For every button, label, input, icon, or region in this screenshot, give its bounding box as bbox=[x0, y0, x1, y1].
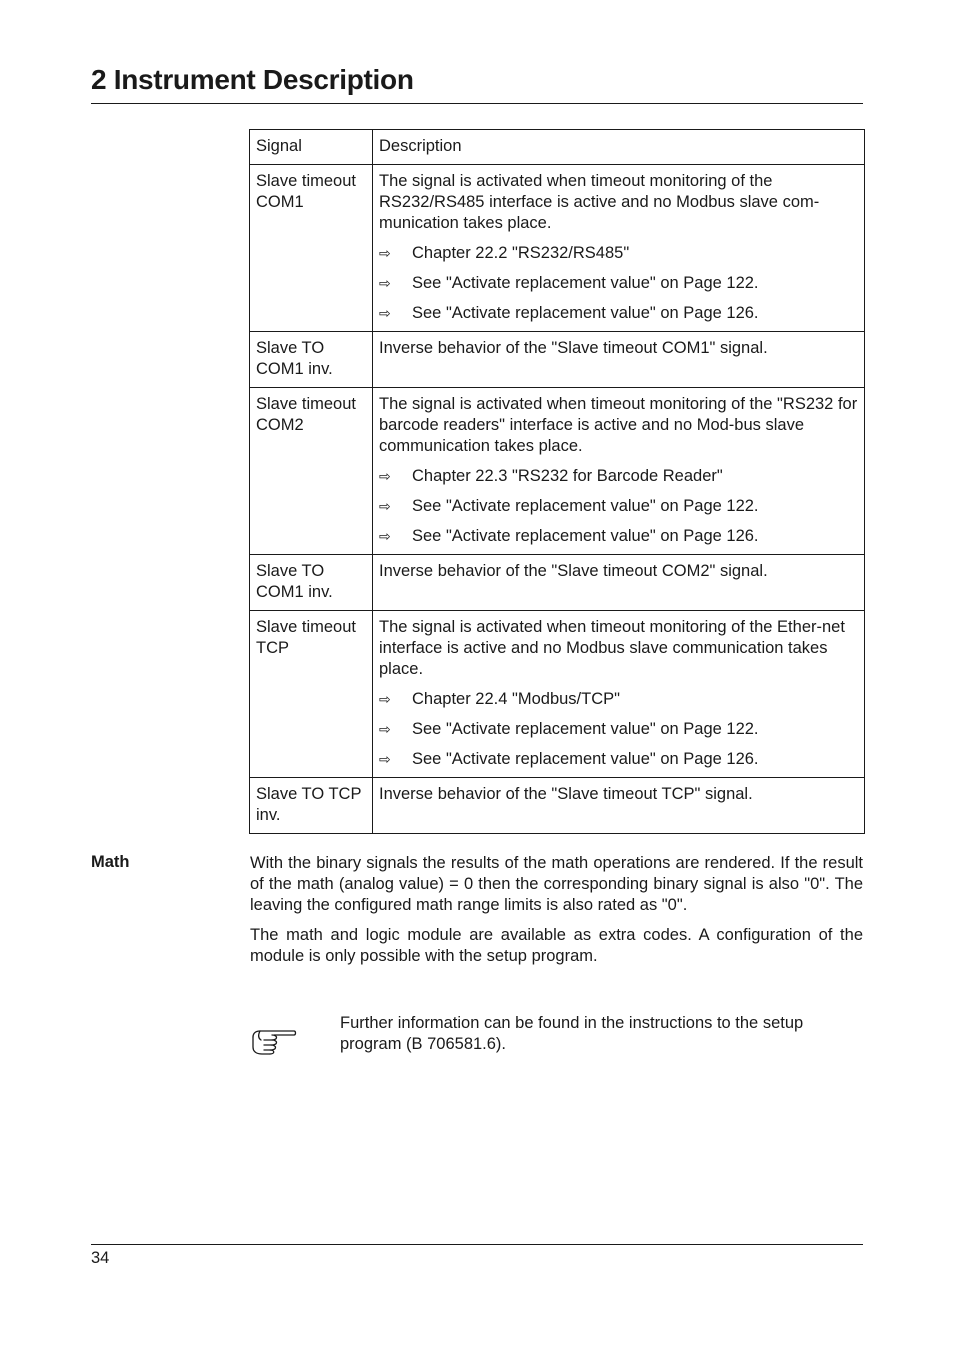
cross-reference bbox=[379, 303, 858, 324]
description-text: The signal is activated when timeout monitoring of the "RS232 for barcode readers" interface is active and no Mod-bus slave communication takes place. bbox=[379, 395, 858, 455]
table-header-row bbox=[250, 130, 865, 165]
signal-description-cell bbox=[373, 165, 865, 332]
math-section-body bbox=[250, 853, 863, 976]
table-row bbox=[250, 388, 865, 555]
signal-name-cell: Slave TO TCP inv. bbox=[250, 778, 373, 834]
description-text: Inverse behavior of the "Slave timeout COM2" signal. bbox=[379, 562, 768, 580]
table-row bbox=[250, 778, 865, 834]
description-text: Inverse behavior of the "Slave timeout COM1" signal. bbox=[379, 339, 768, 357]
arrow-right-icon: ⇨ bbox=[379, 691, 391, 707]
description-text: Inverse behavior of the "Slave timeout TCP" signal. bbox=[379, 785, 753, 803]
cross-reference-text: See "Activate replacement value" on Page 126. bbox=[412, 304, 759, 322]
cross-reference bbox=[379, 273, 858, 294]
signal-name-cell: Slave timeout TCP bbox=[250, 611, 373, 778]
table-row bbox=[250, 165, 865, 332]
cross-reference bbox=[379, 719, 858, 740]
page-title: 2 Instrument Description bbox=[91, 64, 414, 95]
signal-description-cell bbox=[373, 332, 865, 388]
cross-reference-text: See "Activate replacement value" on Page 122. bbox=[412, 720, 759, 738]
signal-name-cell: Slave timeout COM1 bbox=[250, 165, 373, 332]
signal-name-cell: Slave TO COM1 inv. bbox=[250, 555, 373, 611]
math-section-label: Math bbox=[91, 853, 130, 871]
cross-reference bbox=[379, 689, 858, 710]
signal-description-cell bbox=[373, 388, 865, 555]
cross-reference-text: See "Activate replacement value" on Page 122. bbox=[412, 497, 759, 515]
cross-reference-text: Chapter 22.3 "RS232 for Barcode Reader" bbox=[412, 467, 723, 485]
arrow-right-icon: ⇨ bbox=[379, 275, 391, 291]
arrow-right-icon: ⇨ bbox=[379, 721, 391, 737]
signal-name-cell: Slave timeout COM2 bbox=[250, 388, 373, 555]
math-paragraph: With the binary signals the results of the math operations are rendered. If the result of the math (analog value) = 0 then the corresponding binary signal is also "0". The leaving the configured math range limits is also rated as "0". bbox=[250, 854, 863, 914]
signal-description-cell bbox=[373, 778, 865, 834]
cross-reference-text: See "Activate replacement value" on Page 122. bbox=[412, 274, 759, 292]
column-header-signal: Signal bbox=[250, 130, 373, 165]
table-row bbox=[250, 555, 865, 611]
cross-reference-text: See "Activate replacement value" on Page 126. bbox=[412, 527, 759, 545]
cross-reference-text: Chapter 22.2 "RS232/RS485" bbox=[412, 244, 630, 262]
cross-reference bbox=[379, 496, 858, 517]
signal-table bbox=[249, 129, 865, 834]
arrow-right-icon: ⇨ bbox=[379, 468, 391, 484]
note-text: Further information can be found in the instructions to the setup program (B 706581.6). bbox=[340, 1014, 804, 1053]
arrow-right-icon: ⇨ bbox=[379, 528, 391, 544]
signal-name-cell: Slave TO COM1 inv. bbox=[250, 332, 373, 388]
table-row bbox=[250, 332, 865, 388]
description-text: The signal is activated when timeout monitoring of the RS232/RS485 interface is active and no Modbus slave com-munication takes place. bbox=[379, 172, 820, 232]
cross-reference-text: Chapter 22.4 "Modbus/TCP" bbox=[412, 690, 620, 708]
arrow-right-icon: ⇨ bbox=[379, 751, 391, 767]
pointing-hand-icon bbox=[250, 1028, 298, 1061]
cross-reference bbox=[379, 749, 858, 770]
footer-divider bbox=[91, 1244, 863, 1245]
cross-reference bbox=[379, 466, 858, 487]
math-paragraph: The math and logic module are available as extra codes. A configuration of the module is only possible with the setup program. bbox=[250, 926, 863, 965]
description-text: The signal is activated when timeout monitoring of the Ether-net interface is active and no Modbus slave communication takes place. bbox=[379, 618, 845, 678]
header-divider bbox=[91, 103, 863, 104]
table-row bbox=[250, 611, 865, 778]
cross-reference bbox=[379, 243, 858, 264]
signal-description-cell bbox=[373, 555, 865, 611]
arrow-right-icon: ⇨ bbox=[379, 305, 391, 321]
cross-reference-text: See "Activate replacement value" on Page 126. bbox=[412, 750, 759, 768]
column-header-description: Description bbox=[373, 130, 865, 165]
signal-description-cell bbox=[373, 611, 865, 778]
arrow-right-icon: ⇨ bbox=[379, 498, 391, 514]
arrow-right-icon: ⇨ bbox=[379, 245, 391, 261]
cross-reference bbox=[379, 526, 858, 547]
page-number: 34 bbox=[91, 1249, 110, 1267]
